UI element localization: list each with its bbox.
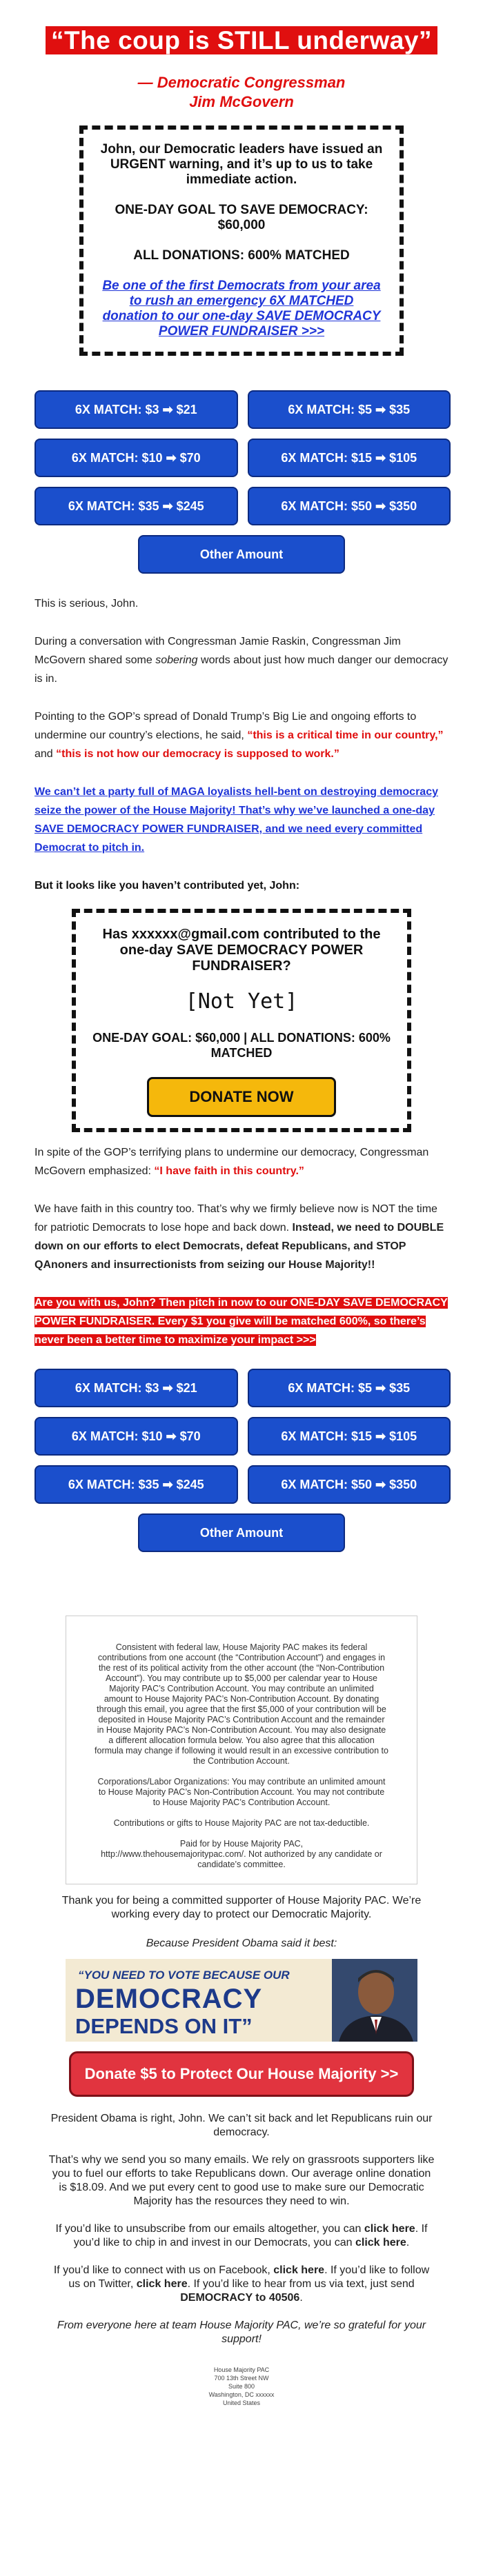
p8-highlight: Are you with us, John? Then pitch in now to our ONE-DAY SAVE DEMOCRACY POWER FUNDRAISER. Every $1 you give will be matched 600%, so there’s never been a better time to maximize your impact >>> xyxy=(34,1297,448,1346)
other-amount-button[interactable]: Other Amount xyxy=(138,535,345,574)
contribution-question: Has xxxxxx@gmail.com contributed to the one-day SAVE DEMOCRACY POWER FUNDRAISER? xyxy=(102,927,381,974)
thanks-text: Thank you for being a committed supporter of House Majority PAC. We’re working every day to protect our Democratic Majority. xyxy=(61,1895,422,1920)
body-copy xyxy=(34,594,448,895)
donate-50-button[interactable]: 6X MATCH: $50 ➡ $350 xyxy=(248,487,451,525)
chip-in-link[interactable]: click here xyxy=(355,2237,406,2248)
f4-b: . If you’d like to follow us on Twitter, xyxy=(68,2264,430,2290)
legal-disclaimer xyxy=(66,1616,417,1884)
p2-b: words about just how much danger our democracy is in. xyxy=(34,654,448,685)
email-body xyxy=(34,0,448,2407)
p2-a: During a conversation with Congressman Jamie Raskin, Congressman Jim McGovern shared some xyxy=(34,636,401,666)
goal-summary: ONE-DAY GOAL: $60,000 | ALL DONATIONS: 600% MATCHED xyxy=(92,1031,391,1060)
obama-intro: Because President Obama said it best: xyxy=(146,1938,337,1949)
twitter-link[interactable]: click here xyxy=(136,2278,188,2290)
address-line-1: House Majority PAC xyxy=(213,2366,270,2373)
paragraph-8 xyxy=(34,1294,448,1349)
address-line-2: 700 13th Street NW xyxy=(214,2375,269,2382)
goal-line-2: $60,000 xyxy=(217,218,266,232)
obama-photo xyxy=(332,1959,417,2042)
address-line-3: Suite 800 xyxy=(228,2383,255,2390)
emergency-donation-link[interactable]: Be one of the first Democrats from your area to rush an emergency 6X MATCHED donation to our one-day SAVE DEMOCRACY POWER FUNDRAISER >>> xyxy=(102,279,381,339)
f4-c: . If you’d like to hear from us via text, just send xyxy=(187,2278,415,2290)
footer-paragraph-4 xyxy=(48,2264,435,2305)
obama-quote-banner[interactable] xyxy=(66,1959,417,2042)
donate-now-button[interactable]: DONATE NOW xyxy=(147,1077,336,1117)
footer-paragraph-1: President Obama is right, John. We can’t sit back and let Republicans ruin our democracy. xyxy=(50,2113,433,2138)
donate-3-button-2[interactable]: 6X MATCH: $3 ➡ $21 xyxy=(34,1369,238,1407)
attribution-line-1: — Democratic Congressman xyxy=(137,74,346,91)
warning-text: John, our Democratic leaders have issued an URGENT warning, and it’s up to us to take immediate action. xyxy=(100,142,383,187)
f4-a: If you’d like to connect with us on Facebook, xyxy=(53,2264,274,2276)
donate-15-button[interactable]: 6X MATCH: $15 ➡ $105 xyxy=(248,439,451,477)
signoff: From everyone here at team House Majority PAC, we’re so grateful for your support! xyxy=(57,2320,426,2345)
f3-c: . xyxy=(406,2237,410,2248)
paragraph-7 xyxy=(34,1200,448,1274)
donate-3-button[interactable]: 6X MATCH: $3 ➡ $21 xyxy=(34,390,238,429)
unsubscribe-link[interactable]: click here xyxy=(364,2223,415,2235)
donate-10-button-2[interactable]: 6X MATCH: $10 ➡ $70 xyxy=(34,1417,238,1456)
other-amount-button-2[interactable]: Other Amount xyxy=(138,1513,345,1552)
contribution-status-box xyxy=(72,909,411,1132)
paragraph-2 xyxy=(34,632,448,688)
fundraiser-link[interactable]: We can’t let a party full of MAGA loyalists hell-bent on destroying democracy seize the power of the House Majority! That’s why we’ve launched a one-day SAVE DEMOCRACY POWER FUNDRAISER, and we need every committed Democrat to pitch in. xyxy=(34,786,438,854)
facebook-link[interactable]: click here xyxy=(273,2264,325,2276)
donate-10-button[interactable]: 6X MATCH: $10 ➡ $70 xyxy=(34,439,238,477)
banner-line-1: “YOU NEED TO VOTE BECAUSE OUR xyxy=(78,1969,290,1982)
address-line-5: United States xyxy=(222,2399,261,2406)
p7-b: Instead, we need to DOUBLE down on our efforts to elect Democrats, defeat Republicans, and STOP QAnoners and insurrectionists from seizing our House Majority!! xyxy=(34,1222,444,1271)
banner-line-2: DEMOCRACY xyxy=(75,1984,263,2014)
attribution-line-2: Jim McGovern xyxy=(189,93,294,110)
donate-50-button-2[interactable]: 6X MATCH: $50 ➡ $350 xyxy=(248,1465,451,1504)
p3-a: Pointing to the GOP’s spread of Donald Trump’s Big Lie and ongoing efforts to undermine our country’s elections, he said, xyxy=(34,711,417,741)
banner-line-3: DEPENDS ON IT” xyxy=(75,2014,253,2038)
paragraph-5: But it looks like you haven’t contributed yet, John: xyxy=(34,880,300,892)
portrait-image xyxy=(332,1959,417,2042)
body-copy-2 xyxy=(34,1143,448,1349)
mailing-address xyxy=(34,2366,448,2407)
sms-code: DEMOCRACY to 40506 xyxy=(180,2292,300,2304)
donation-grid-2 xyxy=(34,1369,451,1504)
goal-text xyxy=(100,203,383,233)
donate-15-button-2[interactable]: 6X MATCH: $15 ➡ $105 xyxy=(248,1417,451,1456)
p7-a: We have faith in this country too. That’s why we firmly believe now is NOT the time for patriotic Democrats to lose hope and back down. xyxy=(34,1203,437,1234)
f3-b: . If you’d like to chip in and invest in our Democrats, you can xyxy=(73,2223,428,2248)
donate-5-button[interactable]: 6X MATCH: $5 ➡ $35 xyxy=(248,390,451,429)
p3-quote-2: “this is not how our democracy is supposed to work.” xyxy=(56,748,339,760)
footer-paragraph-3 xyxy=(48,2222,435,2250)
urgent-warning-box xyxy=(79,125,404,356)
headline-text: “The coup is STILL underway” xyxy=(46,26,437,54)
f4-d: . xyxy=(299,2292,303,2304)
donate-35-button-2[interactable]: 6X MATCH: $35 ➡ $245 xyxy=(34,1465,238,1504)
donate-5-protect-button[interactable]: Donate $5 to Protect Our House Majority >> xyxy=(69,2051,414,2097)
paid-for-line-2: http://www.thehousemajoritypac.com/. Not authorized by any candidate or candidate’s committee. xyxy=(101,1849,382,1869)
f3-a: If you’d like to unsubscribe from our emails altogether, you can xyxy=(55,2223,364,2235)
attribution xyxy=(34,73,448,112)
p6-a: In spite of the GOP’s terrifying plans to undermine our democracy, Congressman McGovern emphasized: xyxy=(34,1147,429,1177)
donate-5-button-2[interactable]: 6X MATCH: $5 ➡ $35 xyxy=(248,1369,451,1407)
paragraph-1: This is serious, John. xyxy=(34,598,139,610)
contribution-status: [Not Yet] xyxy=(185,989,298,1014)
paid-for-by xyxy=(94,1839,389,1870)
paragraph-4 xyxy=(34,783,448,857)
donation-grid-1 xyxy=(34,390,451,525)
goal-line-1: ONE-DAY GOAL TO SAVE DEMOCRACY: xyxy=(115,203,368,217)
footer-paragraph-2: That’s why we send you so many emails. We rely on grassroots supporters like you to fuel our efforts to take Republicans down. Our average online donation is $18.09. And we put every cent to good use to make sure our Democratic Majority has the resources they need to win. xyxy=(48,2154,435,2207)
disclaimer-3: Contributions or gifts to House Majority PAC are not tax-deductible. xyxy=(113,1818,370,1828)
headline xyxy=(34,26,448,55)
donate-35-button[interactable]: 6X MATCH: $35 ➡ $245 xyxy=(34,487,238,525)
match-text: ALL DONATIONS: 600% MATCHED xyxy=(133,248,350,263)
paragraph-3 xyxy=(34,707,448,763)
disclaimer-1: Consistent with federal law, House Majority PAC makes its federal contributions from one account (the “Contribution Account”) and engages in the rest of its political activity from the other account (the “Non-Contribution Account”). You may contribute up to $5,000 per calendar year to House Majority PAC’s Contribution Account. You may contribute an unlimited amount to House Majority PAC’s Non-Contribution Account. By donating through this email, you agree that the first $5,000 of your contribution will be deposited in House Majority PAC’s Contribution Account and the remainder in House Majority PAC’s Non-Contribution Account. You may also designate a different allocation formula below. You also agree that this allocation formula may change if following it would result in an excessive contribution to the Contribution Account. xyxy=(95,1642,388,1766)
paragraph-6 xyxy=(34,1143,448,1180)
address-line-4: Washington, DC xxxxxx xyxy=(208,2391,275,2398)
paid-for-line-1: Paid for by House Majority PAC, xyxy=(179,1839,304,1849)
p2-em: sobering xyxy=(155,654,198,666)
p3-quote-1: “this is a critical time in our country,” xyxy=(247,729,444,741)
p3-mid: and xyxy=(34,748,57,760)
disclaimer-2: Corporations/Labor Organizations: You may contribute an unlimited amount to House Majority PAC’s Non-Contribution Account. You may not contribute to House Majority PAC’s Contribution Account. xyxy=(97,1777,386,1807)
p6-quote: “I have faith in this country.” xyxy=(154,1165,304,1177)
